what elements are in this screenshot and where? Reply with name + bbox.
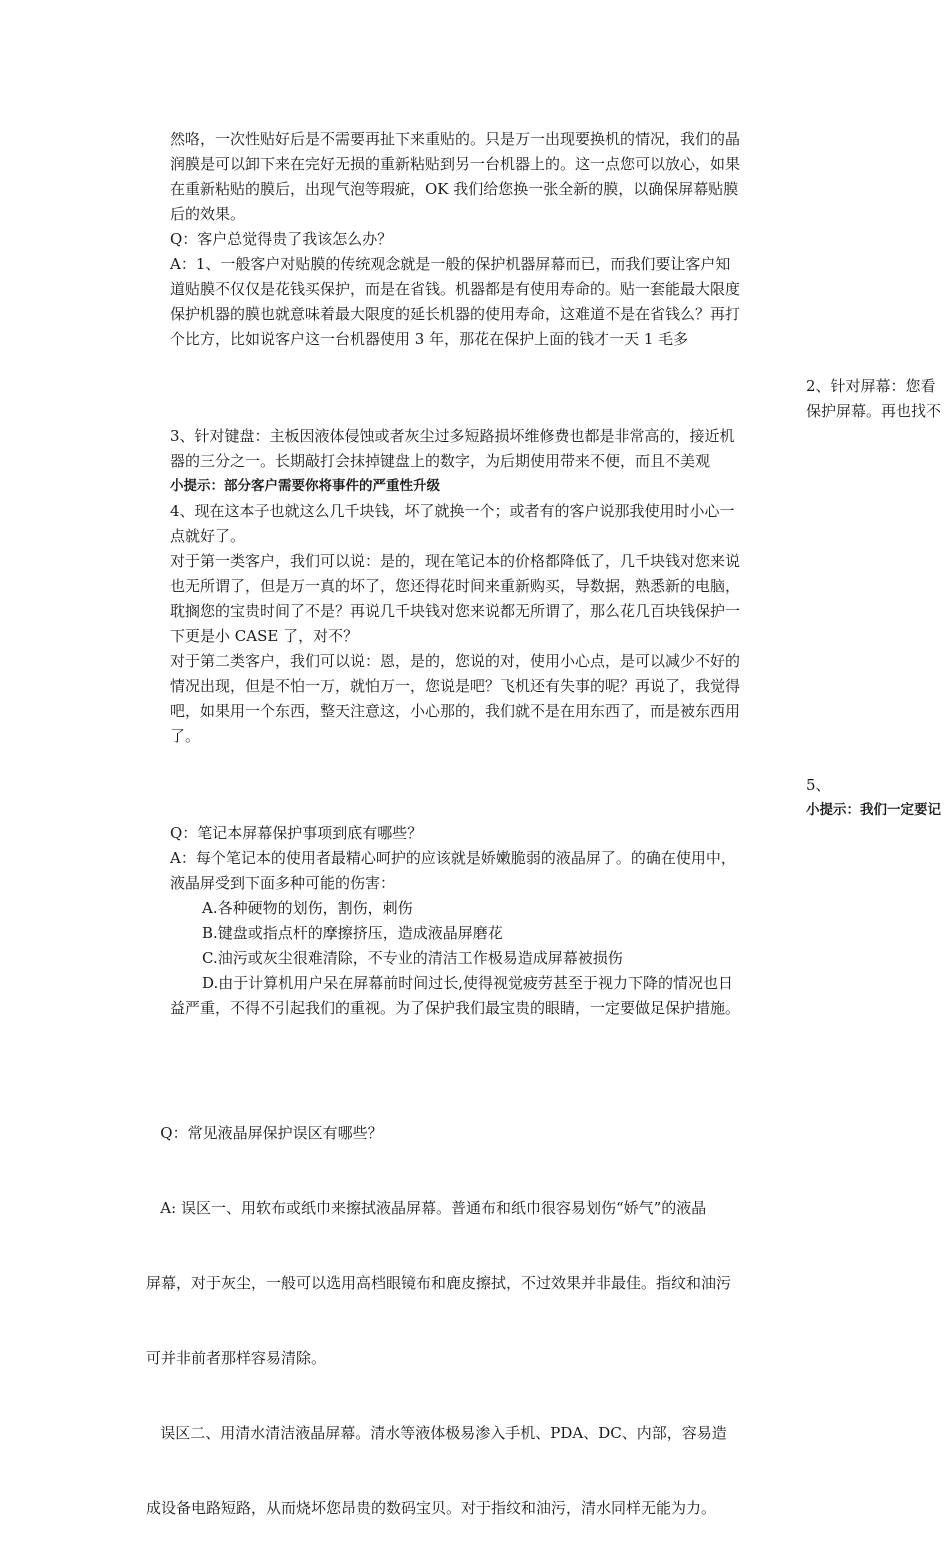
text-line: 3、针对键盘：主板因液体侵蚀或者灰尘过多短路损坏维修费也都是非常高的，接近机 xyxy=(170,427,735,445)
text-line: 也无所谓了，但是万一真的坏了，您还得花时间来重新购买，导数据，熟悉新的电脑， xyxy=(170,577,741,595)
text-line: 器的三分之一。长期敲打会抹掉键盘上的数字，为后期使用带来不便，而且不美观 xyxy=(170,452,711,470)
text-line: 润膜是可以卸下来在完好无损的重新粘贴到另一台机器上的。这一点您可以放心，如果 xyxy=(170,155,741,173)
paragraph-block-2 xyxy=(170,424,806,749)
text-line: 可并非前者那样容易清除。 xyxy=(146,1349,327,1367)
text-line: 2、针对屏幕：您看 xyxy=(806,377,936,395)
text-line: 吧，如果用一个东西，整天注意这，小心那的，我们就不是在用东西了，而是被东西用 xyxy=(170,702,741,720)
paragraph-block-5 xyxy=(146,1071,806,1546)
text-line: 情况出现，但是不怕一万，就怕万一，您说是吧？飞机还有失事的呢？再说了，我觉得 xyxy=(170,677,741,695)
text-line: 对于第二类客户，我们可以说：恩，是的，您说的对，使用小心点，是可以减少不好的 xyxy=(170,652,741,670)
tip-line: 小提示：我们一定要记 xyxy=(806,802,941,818)
text-line: 保护机器的膜也就意味着最大限度的延长机器的使用寿命，这难道不是在省钱么？再打 xyxy=(170,305,741,323)
question-line: Q：常见液晶屏保护误区有哪些？ xyxy=(146,1124,383,1142)
answer-line: A：每个笔记本的使用者最精心呵护的应该就是娇嫩脆弱的液晶屏了。的确在使用中， xyxy=(170,849,736,867)
paragraph-block-4 xyxy=(170,821,806,1021)
question-line: Q：客户总觉得贵了我该怎么办？ xyxy=(170,230,393,248)
text-line: 后的效果。 xyxy=(170,205,246,223)
text-line: 耽搁您的宝贵时间了不是？再说几千块钱对您来说都无所谓了，那么花几百块钱保护一 xyxy=(170,602,741,620)
text-line: 4、现在这本子也就这么几千块钱，坏了就换一个；或者有的客户说那我使用时小心一 xyxy=(170,502,735,520)
list-item: C.油污或灰尘很难清除，不专业的清洁工作极易造成屏幕被损伤 xyxy=(202,949,623,967)
question-line: Q：笔记本屏幕保护事项到底有哪些？ xyxy=(170,824,423,842)
overflow-column-1 xyxy=(806,374,950,424)
text-line: 然咯，一次性贴好后是不需要再扯下来重贴的。只是万一出现要换机的情况，我们的晶 xyxy=(170,130,741,148)
list-item: D.由于计算机用户呆在屏幕前时间过长,使得视觉疲劳甚至于视力下降的情况也日 xyxy=(202,974,734,992)
answer-line: A: 误区一、用软布或纸巾来擦拭液晶屏幕。普通布和纸巾很容易划伤“娇气”的液晶 xyxy=(146,1199,707,1217)
text-line: 益严重，不得不引起我们的重视。为了保护我们最宝贵的眼睛，一定要做足保护措施。 xyxy=(170,999,741,1017)
text-line: 液晶屏受到下面多种可能的伤害： xyxy=(170,874,396,892)
overflow-column-2 xyxy=(806,773,950,823)
text-line: 保护屏幕。再也找不 xyxy=(806,402,942,420)
text-line: 误区二、用清水清洁液晶屏幕。清水等液体极易渗入手机、PDA、DC、内部，容易造 xyxy=(146,1424,727,1442)
text-line: 点就好了。 xyxy=(170,527,246,545)
list-item: A.各种硬物的划伤，割伤，刺伤 xyxy=(202,899,413,917)
text-line: 下更是小 CASE 了，对不？ xyxy=(170,627,359,645)
tip-line: 小提示：部分客户需要你将事件的严重性升级 xyxy=(170,478,440,494)
paragraph-block-1 xyxy=(170,127,806,352)
text-line: 道贴膜不仅仅是花钱买保护，而是在省钱。机器都是有使用寿命的。贴一套能最大限度 xyxy=(170,280,741,298)
list-item: B.键盘或指点杆的摩擦挤压，造成液晶屏磨花 xyxy=(202,924,503,942)
text-line: 5、 xyxy=(806,776,831,794)
answer-line: A：1、一般客户对贴膜的传统观念就是一般的保护机器屏幕而已，而我们要让客户知 xyxy=(170,255,731,273)
text-line: 屏幕，对于灰尘，一般可以选用高档眼镜布和鹿皮擦拭，不过效果并非最佳。指纹和油污 xyxy=(146,1274,732,1292)
text-line: 成设备电路短路，从而烧坏您昂贵的数码宝贝。对于指纹和油污，清水同样无能为力。 xyxy=(146,1499,717,1517)
text-line: 对于第一类客户，我们可以说：是的，现在笔记本的价格都降低了，几千块钱对您来说 xyxy=(170,552,741,570)
text-line: 在重新粘贴的膜后，出现气泡等瑕疵，OK 我们给您换一张全新的膜，以确保屏幕贴膜 xyxy=(170,180,739,198)
text-line: 了。 xyxy=(170,727,201,745)
text-line: 个比方，比如说客户这一台机器使用 3 年，那花在保护上面的钱才一天 1 毛多 xyxy=(170,330,689,348)
